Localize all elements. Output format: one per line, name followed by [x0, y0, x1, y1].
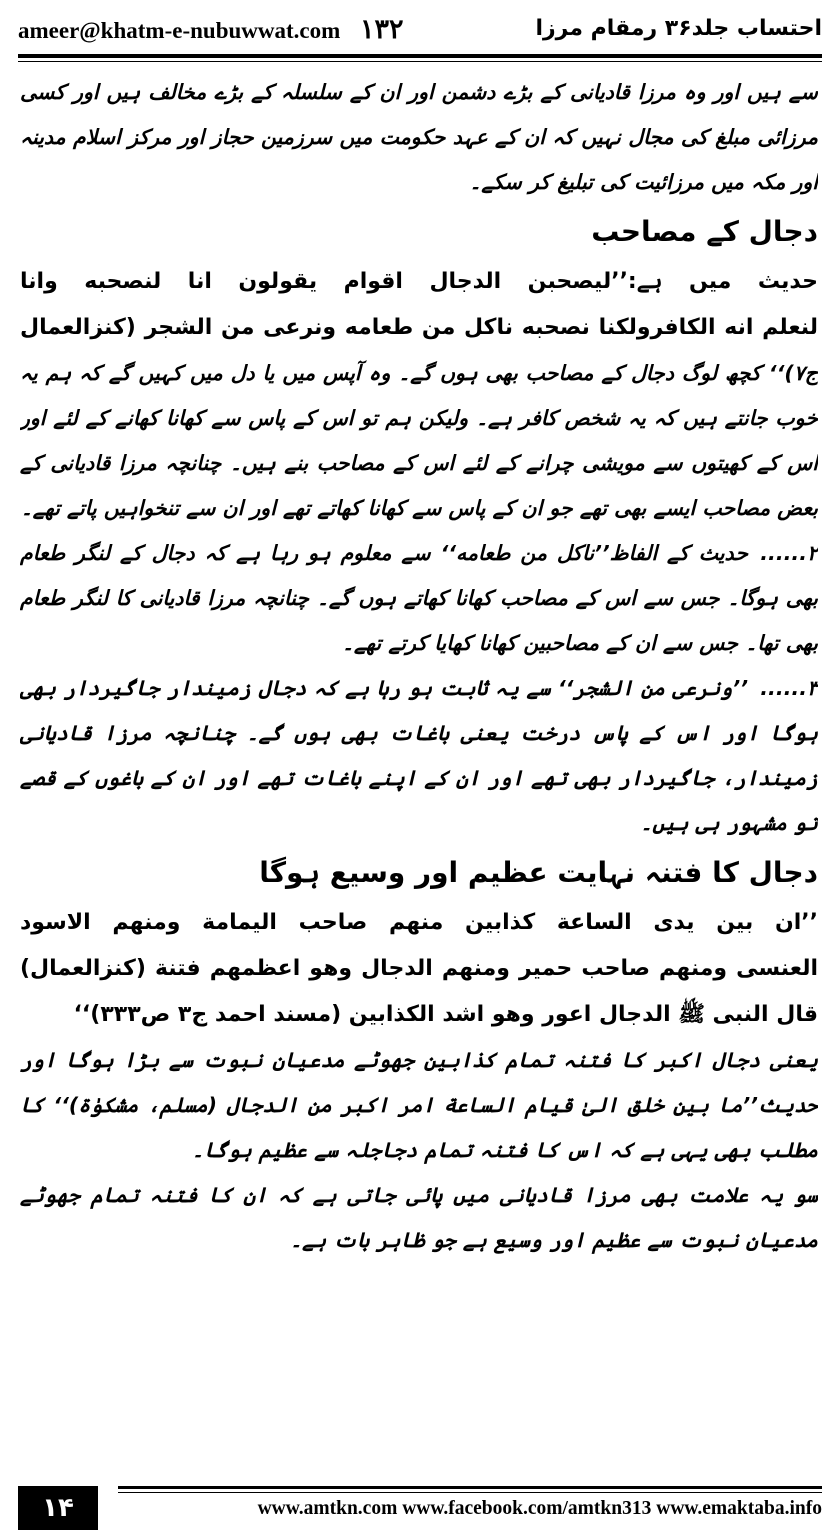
footer-rule: [118, 1486, 822, 1489]
page-footer: [18, 1486, 822, 1530]
page-header: [18, 10, 822, 54]
header-rule-thin: [18, 61, 822, 62]
paragraph-text: ’’ونرعی من الشجر‘‘ سے یہ ثابت ہو رہا ہے کہ دجال زمیندار جاگیردار بھی ہوگا اور اس کے پاس درخت یعنی باغات بھی ہوں گے۔ چنانچہ مرزا قادیانی زمیندار، جاگیردار بھی تھے اور ان کے اپنے باغات تھے اور ان کے باغوں کے قصے تو مشہور ہی ہیں۔: [20, 676, 818, 835]
paragraph-number: ۲......: [760, 541, 818, 565]
numbered-paragraph: [20, 531, 818, 666]
paragraph: [20, 70, 818, 205]
paragraph-text: ج۷)‘‘ کچھ لوگ دجال کے مصاحب بھی ہوں گے۔ وہ آپس میں یا دل میں کہیں گے کہ ہم یہ خوب جانتے ہیں کہ یہ شخص کافر ہے۔ ولیکن ہم تو اس کے پاس سے کھانا کھانے کے لئے اور اس کے کھیتوں سے مویشی چرانے کے لئے اس کے مصاحب بنے ہیں۔ چنانچہ مرزا قادیانی کے بعض مصاحب ایسے بھی تھے جو ان کے پاس سے کھانا کھاتے تھے اور ان سے تنخواہیں پاتے تھے۔: [20, 361, 818, 520]
arabic-line: لنعلم انه الکافرولکنا نصحبه ناکل من طعامه ونرعی من الشجر (کنزالعمال: [20, 315, 818, 340]
footer-rule-thin: [118, 1492, 822, 1493]
footer-links: www.amtkn.com www.facebook.com/amtkn313 www.emaktaba.info: [257, 1498, 822, 1519]
paragraph-text: حدیث کے الفاظ’’ناکل من طعامه‘‘ سے معلوم ہو رہا ہے کہ دجال کے لنگر طعام بھی ہوگا۔ جس سے اس کے مصاحب کھانا کھاتے ہوں گے۔ چنانچہ مرزا قادیانی کا لنگر طعام بھی تھا۔ جس سے ان کے مصاحبین کھانا کھایا کرتے تھے۔: [20, 541, 818, 655]
arabic-line: العنسی ومنهم صاحب حمیر ومنهم الدجال وهو اعظمهم فتنة (کنزالعمال): [20, 956, 818, 981]
paragraph-text: سو یہ علامت بھی مرزا قادیانی میں پائی جاتی ہے کہ ان کا فتنہ تمام جھوٹے مدعیان نبوت سے عظیم اور وسیع ہے جو ظاہر بات ہے۔: [20, 1183, 818, 1252]
paragraph: [20, 351, 818, 531]
header-book-title: احتساب جلد۳۶ رمقام مرزا: [535, 16, 822, 41]
numbered-paragraph: [20, 666, 818, 846]
header-rule: [18, 54, 822, 58]
section-heading: دجال کے مصاحب: [591, 215, 818, 248]
header-left: [18, 14, 404, 45]
paragraph-number: ۳......: [760, 676, 818, 700]
paragraph: [20, 1038, 818, 1173]
paragraph-text: یعنی دجال اکبر کا فتنہ تمام کذابین جھوٹے مدعیان نبوت سے بڑا ہوگا اور حدیث’’ما بین خلق الیٰ قیام الساعة امر اکبر من الدجال (مسلم، مشکوٰة)‘‘ کا مطلب بھی یہی ہے کہ اس کا فتنہ تمام دجاجلہ سے عظیم ہوگا۔: [20, 1048, 818, 1162]
footer-folio: ۱۴: [18, 1486, 98, 1530]
header-email: ameer@khatm-e-nubuwwat.com: [18, 18, 341, 43]
header-page-number: ۱۳۲: [360, 14, 404, 44]
paragraph-text: سے ہیں اور وہ مرزا قادیانی کے بڑے دشمن اور ان کے سلسلہ کے بڑے مخالف ہیں اور کسی مرزائی مبلغ کی مجال نہیں کہ ان کے عہد حکومت میں سرزمین حجاز اور مرکز اسلام مدینہ اور مکہ میں مرزائیت کی تبلیغ کر سکے۔: [20, 80, 818, 194]
section-heading: دجال کا فتنہ نہایت عظیم اور وسیع ہوگا: [259, 856, 818, 889]
arabic-line: قال النبی ﷺ الدجال اعور وهو اشد الکذابین (مسند احمد ج۳ ص۳۳۳)‘‘: [73, 1002, 818, 1027]
arabic-line: ’’ان بین یدی الساعة کذابین منهم صاحب الیمامة ومنهم الاسود: [20, 910, 818, 935]
page-body: [20, 70, 818, 1445]
paragraph: [20, 1173, 818, 1263]
arabic-line: حدیث میں ہے:’’لیصحبن الدجال اقوام یقولون انا لنصحبه وانا: [20, 269, 818, 294]
